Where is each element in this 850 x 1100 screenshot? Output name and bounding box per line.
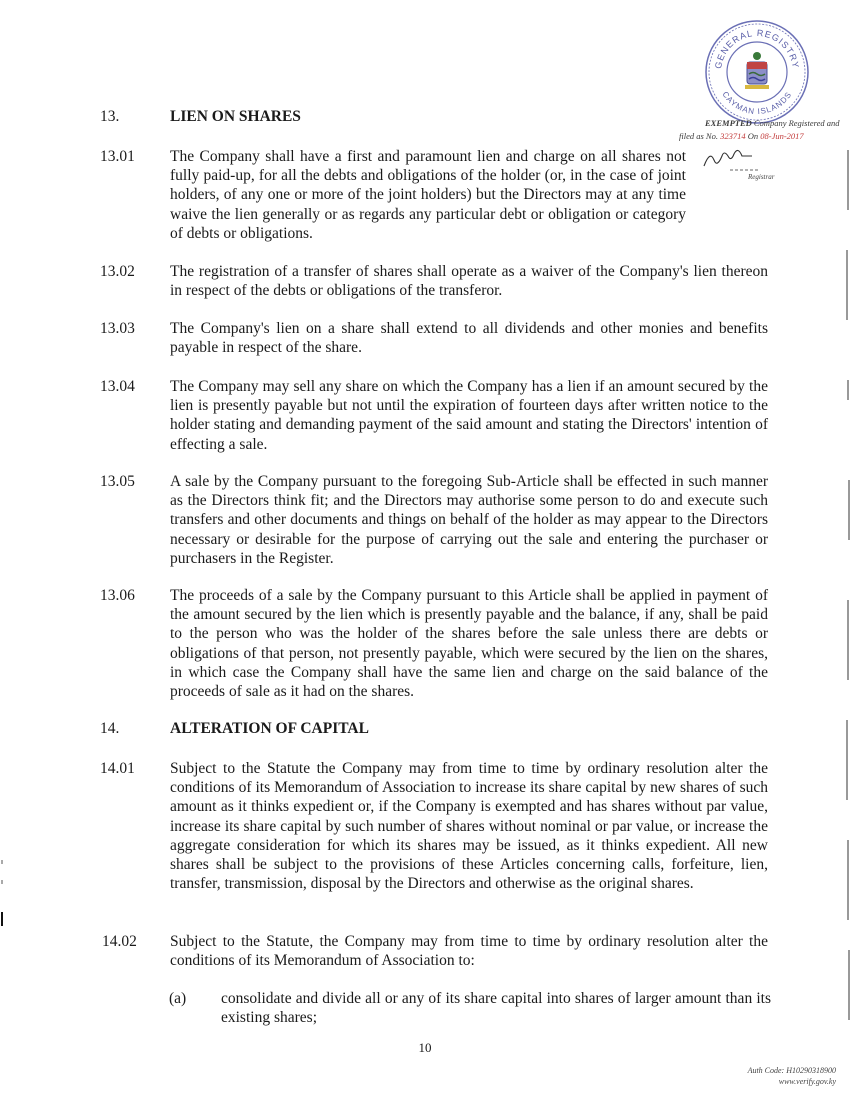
paragraph-number: 13.03 xyxy=(100,320,135,337)
paragraph-number: 13.06 xyxy=(100,587,135,604)
paragraph-text: The Company's lien on a share shall extend to all dividends and other monies and benefits payable in respect of the share. xyxy=(170,320,768,357)
paragraph-number: 13.02 xyxy=(100,263,135,280)
seal-bottom-text: CAYMAN ISLANDS xyxy=(720,89,794,117)
page-number: 10 xyxy=(418,1040,432,1055)
registration-number: 323714 xyxy=(720,131,746,141)
registration-stamp-line1 xyxy=(705,118,840,128)
paragraph-text: Subject to the Statute, the Company may from time to time by ordinary resolution alter the conditions of its Memorandum of Association to: xyxy=(170,933,768,970)
paragraph-number: 13.01 xyxy=(100,148,135,165)
coat-of-arms-icon xyxy=(745,52,769,89)
left-scan-marks xyxy=(0,850,5,950)
paragraph-text: A sale by the Company pursuant to the foregoing Sub-Article shall be effected in such manner as the Directors think fit; and the Directors may authorise some person to do and execute such transfers and other documents and things on behalf of the holder as may appear to the Directors necessary or desirable for the purpose of carrying out the sale and entering the purchaser or purchasers in the Register. xyxy=(170,473,768,567)
paragraph-number: 13.04 xyxy=(100,378,135,395)
subitem-text: consolidate and divide all or any of its share capital into shares of larger amount than its existing shares; xyxy=(221,990,771,1027)
section-title: ALTERATION OF CAPITAL xyxy=(170,720,369,737)
seal-top-text: GENERAL REGISTRY xyxy=(713,27,801,70)
subitem-label: (a) xyxy=(169,990,187,1007)
section-title: LIEN ON SHARES xyxy=(170,108,301,125)
auth-code: Auth Code: H10290318900 xyxy=(747,1066,836,1075)
svg-text:CAYMAN ISLANDS xyxy=(720,90,793,116)
registrar-signature-icon xyxy=(700,146,770,174)
paragraph-number: 14.02 xyxy=(102,933,137,950)
paragraph-text: The registration of a transfer of shares shall operate as a waiver of the Company's lien thereon in respect of the debts or obligations of the transferor. xyxy=(170,263,768,300)
paragraph-text: The Company may sell any share on which the Company has a lien if an amount secured by the lien is presently payable but not until the expiration of fourteen days after written notice to the holder stating and demanding payment of the said amount and stating the Directors' intention of effecting a sale. xyxy=(170,378,768,453)
registrar-label: Registrar xyxy=(748,173,775,181)
paragraph-number: 13.05 xyxy=(100,473,135,490)
exempted-label: EXEMPTED xyxy=(705,118,752,128)
section-number: 13. xyxy=(100,108,120,125)
registration-date: 08-Jun-2017 xyxy=(760,131,804,141)
section-number: 14. xyxy=(100,720,120,737)
paragraph-text: The Company shall have a first and paramount lien and charge on all shares not fully paid-up, for all the debts and obligations of the holder (or, in the case of joint holders, of any one or more of the joint holders) but the Directors may at any time waive the lien generally or as regards any particular debt or obligation or category of debts or obligations. xyxy=(170,148,686,242)
registration-stamp-line2 xyxy=(679,131,804,141)
general-registry-seal-icon xyxy=(703,18,811,126)
verify-url: www.verify.gov.ky xyxy=(778,1077,836,1086)
scan-edge-marks xyxy=(838,120,850,1070)
paragraph-text: Subject to the Statute the Company may from time to time by ordinary resolution alter the conditions of its Memorandum of Association to increase its share capital by new shares of such amount as it thinks expedient or, if the Company is exempted and has shares without par value, increase its share capital by such number of shares without nominal or par value, or increase the aggregate consideration for which its shares may be issued, as it thinks expedient. All new shares shall be subject to the provisions of these Articles concerning calls, forfeiture, lien, transfer, transmission, disposal by the Directors and otherwise as the original shares. xyxy=(170,760,768,893)
paragraph-text: The proceeds of a sale by the Company pursuant to this Article shall be applied in payment of the amount secured by the lien which is presently payable and the balance, if any, shall be paid to the person who was the holder of the shares before the sale unless there are debts or obligations of that person, not presently payable, which were secured by the lien on the shares, in which case the Company shall have the same lien and charge on the said balance of the proceeds of sale as it had on the shares. xyxy=(170,587,768,701)
on-label: On xyxy=(747,131,759,141)
registered-label: Company Registered and xyxy=(753,118,840,128)
filed-as-label: filed as No. xyxy=(679,131,718,141)
paragraph-number: 14.01 xyxy=(100,760,135,777)
